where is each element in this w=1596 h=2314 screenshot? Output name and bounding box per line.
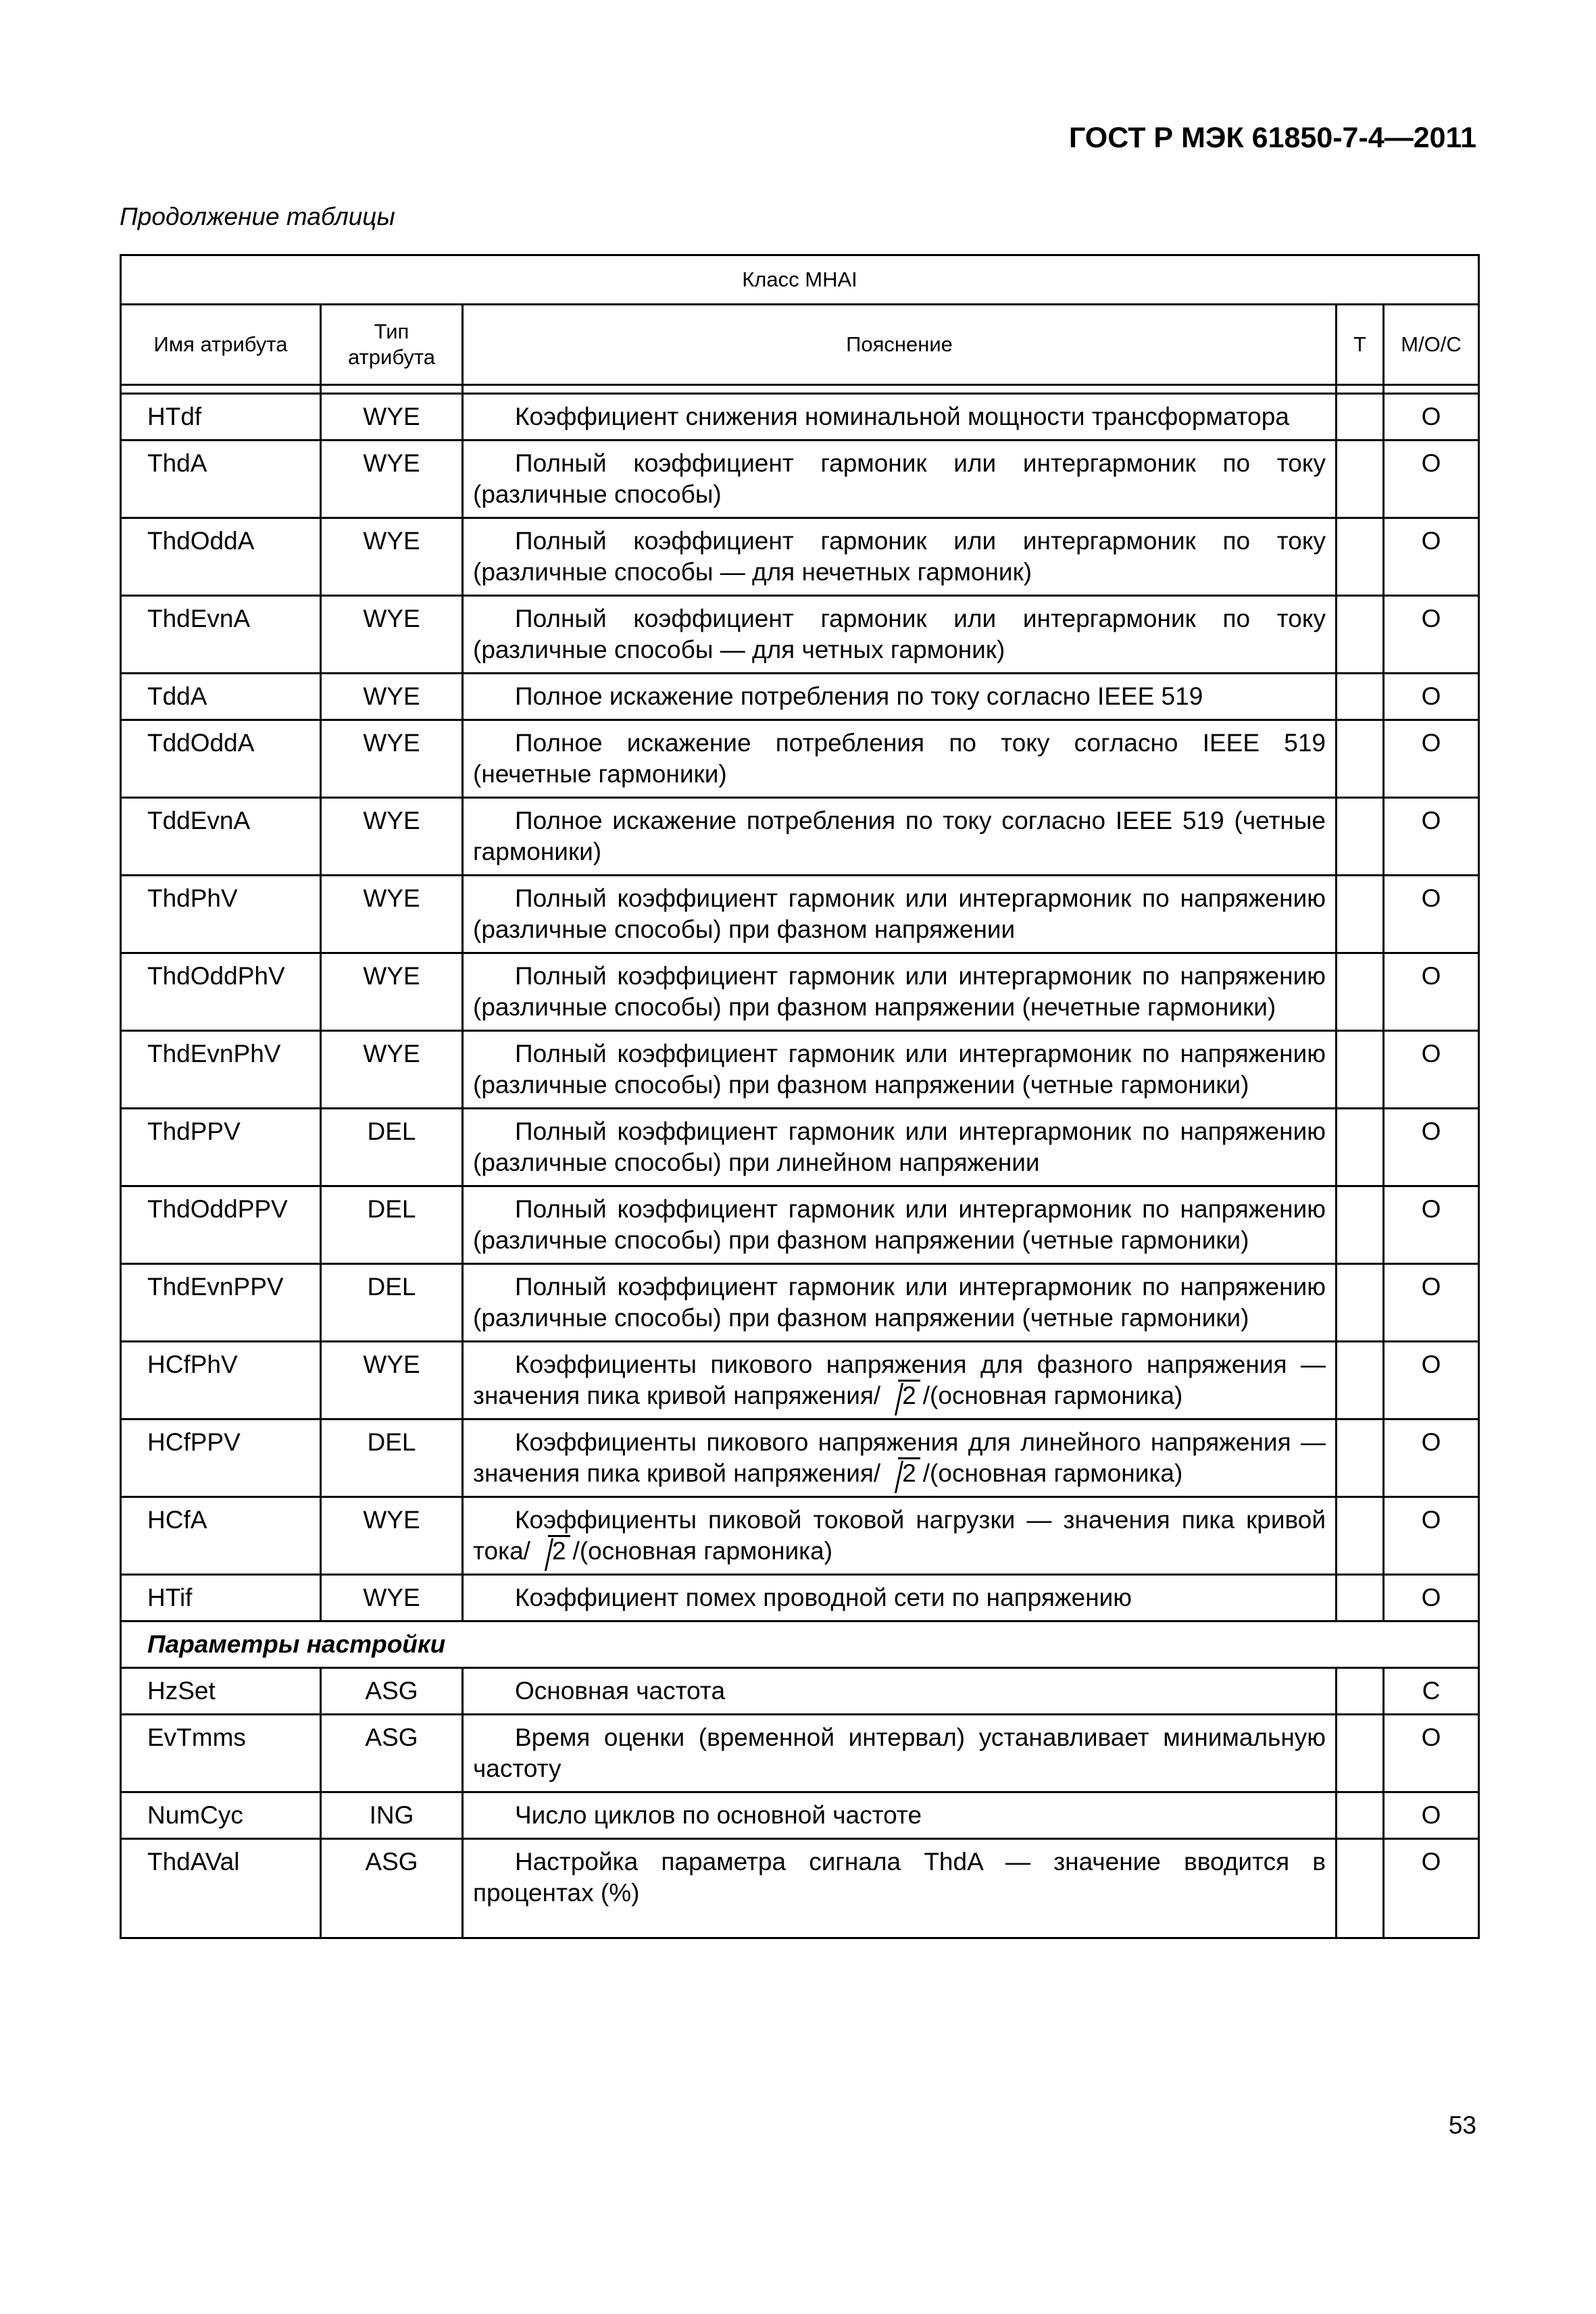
attribute-type: DEL [321, 1264, 463, 1342]
attribute-t-flag [1337, 596, 1384, 674]
column-header-t: T [1337, 305, 1384, 385]
attribute-description [463, 1342, 1337, 1419]
description-text: Полный коэффициент гармоник или интергармоник по току (различные способы — для нечетных гармоник) [473, 527, 1326, 586]
attribute-name: EvTmms [121, 1715, 321, 1792]
attribute-description [463, 596, 1337, 674]
attribute-t-flag [1337, 1031, 1384, 1109]
attribute-type: ASG [321, 1715, 463, 1792]
attribute-type: DEL [321, 1186, 463, 1264]
attribute-moc: O [1384, 1715, 1479, 1792]
attribute-description [463, 674, 1337, 720]
table-row [121, 798, 1479, 876]
description-text: Число циклов по основной частоте [515, 1801, 922, 1829]
attribute-t-flag [1337, 1342, 1384, 1419]
description-text: /(основная гармоника) [572, 1537, 833, 1565]
attribute-moc: O [1384, 1792, 1479, 1839]
attribute-moc: C [1384, 1668, 1479, 1715]
radicand: 2 [548, 1535, 570, 1565]
description-text: /(основная гармоника) [922, 1459, 1183, 1487]
table-row [121, 394, 1479, 441]
attribute-type: ASG [321, 1668, 463, 1715]
attribute-type: WYE [321, 394, 463, 441]
attribute-description [463, 798, 1337, 876]
table-row [121, 674, 1479, 720]
attribute-name: ThdPPV [121, 1109, 321, 1186]
table-row [121, 1031, 1479, 1109]
attribute-t-flag [1337, 674, 1384, 720]
description-text: Коэффициенты пикового напряжения для фазного напряжения — значения пика кривой напряжения/ [473, 1351, 1326, 1409]
attribute-type: DEL [321, 1419, 463, 1497]
attribute-t-flag [1337, 1497, 1384, 1575]
attribute-name: ThdOddA [121, 518, 321, 596]
description-text: Полный коэффициент гармоник или интергармоник по напряжению (различные способы) при фазном напряжении [473, 884, 1326, 943]
attribute-moc: O [1384, 1342, 1479, 1419]
attribute-name: ThdPhV [121, 876, 321, 953]
attribute-name: HCfPPV [121, 1419, 321, 1497]
attribute-type: WYE [321, 518, 463, 596]
description-text: Коэффициенты пикового напряжения для линейного напряжения — значения пика кривой напряжения/ [473, 1428, 1326, 1487]
description-text: Полное искажение потребления по току согласно IEEE 519 (нечетные гармоники) [473, 729, 1326, 788]
attribute-description [463, 1109, 1337, 1186]
attribute-t-flag [1337, 1186, 1384, 1264]
attribute-moc: O [1384, 720, 1479, 798]
description-text: Полный коэффициент гармоник или интергармоник по напряжению (различные способы) при фазном напряжении (нечетные гармоники) [473, 962, 1326, 1021]
attribute-moc: O [1384, 1575, 1479, 1621]
attribute-name: ThdEvnPhV [121, 1031, 321, 1109]
table-row [121, 1715, 1479, 1792]
attribute-type: WYE [321, 441, 463, 518]
attribute-moc: O [1384, 1497, 1479, 1575]
attribute-description [463, 1419, 1337, 1497]
description-text: Полное искажение потребления по току согласно IEEE 519 [515, 682, 1203, 710]
description-text: Коэффициенты пиковой токовой нагрузки — значения пика кривой тока/ [473, 1506, 1326, 1565]
spacer-row [121, 385, 1479, 394]
attribute-name: ThdOddPhV [121, 953, 321, 1031]
attribute-moc: O [1384, 798, 1479, 876]
attribute-description [463, 720, 1337, 798]
description-text: /(основная гармоника) [922, 1382, 1183, 1409]
attribute-type: WYE [321, 596, 463, 674]
section-title: Параметры настройки [121, 1621, 1479, 1668]
page-number: 53 [1448, 2111, 1476, 2139]
table-caption: Продолжение таблицы [120, 203, 395, 230]
attribute-table [120, 254, 1480, 1939]
attribute-description [463, 1031, 1337, 1109]
attribute-type: WYE [321, 876, 463, 953]
description-text: Основная частота [515, 1677, 726, 1705]
attribute-moc: O [1384, 1031, 1479, 1109]
attribute-name: ThdAVal [121, 1839, 321, 1938]
attribute-description [463, 518, 1337, 596]
attribute-name: NumCyc [121, 1792, 321, 1839]
attribute-type: WYE [321, 953, 463, 1031]
attribute-description [463, 876, 1337, 953]
table-row [121, 1186, 1479, 1264]
attribute-t-flag [1337, 518, 1384, 596]
attribute-name: HTif [121, 1575, 321, 1621]
column-header-name: Имя атрибута [121, 305, 321, 385]
table-row [121, 1668, 1479, 1715]
section-row [121, 1621, 1479, 1668]
description-text: Полный коэффициент гармоник или интергармоник по току (различные способы — для четных гармоник) [473, 605, 1326, 663]
table-row [121, 441, 1479, 518]
attribute-description [463, 953, 1337, 1031]
class-title-row [121, 255, 1479, 305]
attribute-t-flag [1337, 441, 1384, 518]
radicand: 2 [898, 1380, 920, 1409]
attribute-description [463, 1668, 1337, 1715]
table-row [121, 596, 1479, 674]
attribute-t-flag [1337, 1668, 1384, 1715]
radicand: 2 [898, 1457, 920, 1487]
description-text: Полное искажение потребления по току согласно IEEE 519 (четные гармоники) [473, 807, 1326, 865]
attribute-moc: O [1384, 1264, 1479, 1342]
description-text: Полный коэффициент гармоник или интергармоник по напряжению (различные способы) при фазном напряжении (четные гармоники) [473, 1040, 1326, 1099]
attribute-type: WYE [321, 798, 463, 876]
attribute-type: WYE [321, 1497, 463, 1575]
attribute-description [463, 394, 1337, 441]
table-row [121, 1264, 1479, 1342]
attribute-name: HTdf [121, 394, 321, 441]
attribute-type: ING [321, 1792, 463, 1839]
square-root-symbol [533, 1536, 570, 1567]
attribute-name: TddA [121, 674, 321, 720]
attribute-moc: O [1384, 441, 1479, 518]
attribute-moc: O [1384, 1419, 1479, 1497]
description-text: Коэффициент помех проводной сети по напряжению [515, 1584, 1132, 1611]
attribute-description [463, 1264, 1337, 1342]
attribute-description [463, 441, 1337, 518]
attribute-moc: O [1384, 674, 1479, 720]
attribute-t-flag [1337, 1715, 1384, 1792]
column-header-row [121, 305, 1479, 385]
table-row [121, 1792, 1479, 1839]
table-row [121, 518, 1479, 596]
table-row [121, 1497, 1479, 1575]
attribute-type: WYE [321, 720, 463, 798]
attribute-moc: O [1384, 1109, 1479, 1186]
table-row [121, 1109, 1479, 1186]
attribute-t-flag [1337, 953, 1384, 1031]
attribute-description [463, 1715, 1337, 1792]
description-text: Полный коэффициент гармоник или интергармоник по току (различные способы) [473, 449, 1326, 508]
attribute-t-flag [1337, 1264, 1384, 1342]
attribute-name: ThdEvnA [121, 596, 321, 674]
description-text: Полный коэффициент гармоник или интергармоник по напряжению (различные способы) при фазном напряжении (четные гармоники) [473, 1273, 1326, 1332]
attribute-description [463, 1186, 1337, 1264]
square-root-symbol [883, 1458, 920, 1489]
description-text: Коэффициент снижения номинальной мощности трансформатора [515, 403, 1289, 430]
attribute-moc: O [1384, 876, 1479, 953]
attribute-t-flag [1337, 1839, 1384, 1938]
attribute-description [463, 1792, 1337, 1839]
attribute-moc: O [1384, 1186, 1479, 1264]
attribute-t-flag [1337, 394, 1384, 441]
table-row [121, 720, 1479, 798]
attribute-moc: O [1384, 1839, 1479, 1938]
description-text: Полный коэффициент гармоник или интергармоник по напряжению (различные способы) при фазном напряжении (четные гармоники) [473, 1195, 1326, 1254]
attribute-type: WYE [321, 674, 463, 720]
class-title: Класс MHAI [121, 255, 1479, 305]
attribute-moc: O [1384, 596, 1479, 674]
description-text: Настройка параметра сигнала ThdA — значение вводится в процентах (%) [473, 1848, 1326, 1907]
attribute-t-flag [1337, 1419, 1384, 1497]
description-text: Полный коэффициент гармоник или интергармоник по напряжению (различные способы) при линейном напряжении [473, 1117, 1326, 1176]
attribute-moc: O [1384, 953, 1479, 1031]
attribute-name: ThdA [121, 441, 321, 518]
attribute-description [463, 1575, 1337, 1621]
attribute-t-flag [1337, 876, 1384, 953]
attribute-t-flag [1337, 720, 1384, 798]
attribute-type: WYE [321, 1342, 463, 1419]
column-header-type: Тип атрибута [321, 305, 463, 385]
description-text: Время оценки (временной интервал) устанавливает минимальную частоту [473, 1724, 1326, 1782]
column-header-description: Пояснение [463, 305, 1337, 385]
table-row [121, 1839, 1479, 1938]
attribute-type: WYE [321, 1031, 463, 1109]
attribute-name: HzSet [121, 1668, 321, 1715]
square-root-symbol [883, 1380, 920, 1411]
table-row [121, 953, 1479, 1031]
attribute-name: ThdEvnPPV [121, 1264, 321, 1342]
attribute-moc: O [1384, 518, 1479, 596]
attribute-description [463, 1497, 1337, 1575]
attribute-name: HCfPhV [121, 1342, 321, 1419]
attribute-moc: O [1384, 394, 1479, 441]
attribute-name: HCfA [121, 1497, 321, 1575]
attribute-t-flag [1337, 798, 1384, 876]
attribute-name: TddOddA [121, 720, 321, 798]
document-header: ГОСТ Р МЭК 61850-7-4—2011 [1068, 122, 1476, 154]
attribute-t-flag [1337, 1575, 1384, 1621]
attribute-type: ASG [321, 1839, 463, 1938]
attribute-type: WYE [321, 1575, 463, 1621]
table-row [121, 1419, 1479, 1497]
attribute-name: TddEvnA [121, 798, 321, 876]
table-row [121, 1342, 1479, 1419]
attribute-name: ThdOddPPV [121, 1186, 321, 1264]
attribute-description [463, 1839, 1337, 1938]
table-row [121, 876, 1479, 953]
column-header-moc: М/О/С [1384, 305, 1479, 385]
attribute-t-flag [1337, 1792, 1384, 1839]
attribute-type: DEL [321, 1109, 463, 1186]
attribute-t-flag [1337, 1109, 1384, 1186]
table-row [121, 1575, 1479, 1621]
